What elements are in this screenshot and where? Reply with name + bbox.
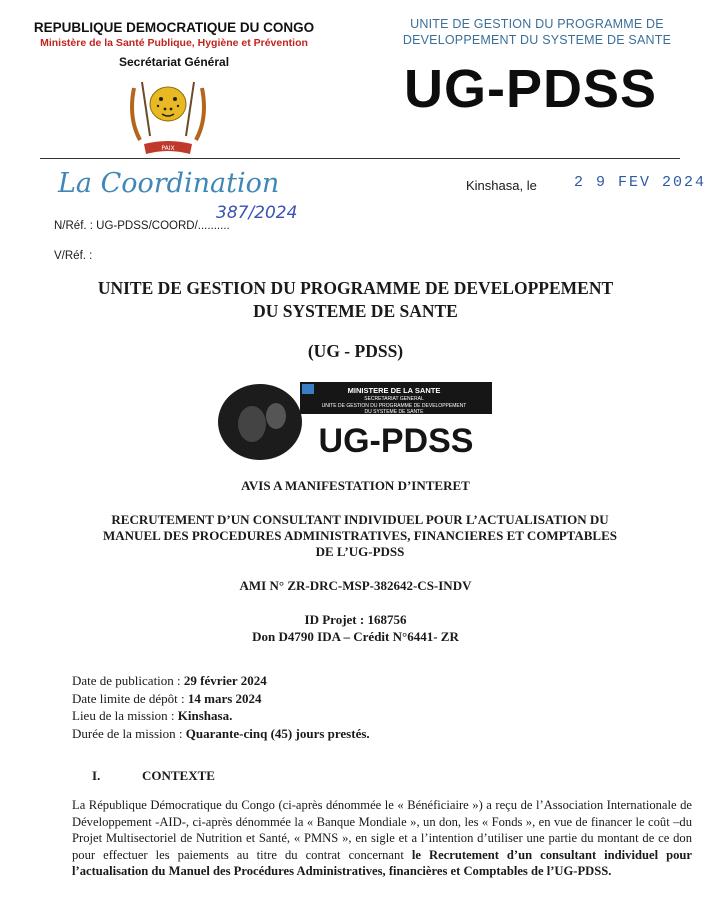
unit-header: [396, 16, 678, 48]
section-title: CONTEXTE: [142, 768, 215, 783]
mission-place-value: Kinshasa.: [177, 708, 233, 723]
deadline-value: 14 mars 2024: [187, 690, 262, 706]
project-info: [0, 611, 711, 645]
context-text: La République Démocratique du Congo (ci-après dénommée le « Bénéficiaire ») a reçu de l’Association Internationale de Développement -AID-, ci-après dénommée la « Banque Mondiale », un don, les « Fonds », en vue de financer le coût –du Projet Multisectoriel de Nutrition et Santé, « PMNS », en sigle et a l’intention d’utiliser une partie du montant de ce don pour effectuer les paiements au titre du contrat concernant: [72, 798, 692, 862]
date-stamp: 2 9 FEV 2024: [574, 174, 707, 191]
mission-duration-row: [72, 725, 370, 743]
header-divider: [40, 158, 680, 159]
deadline-label: Date limite de dépôt :: [72, 690, 188, 706]
coordination-signature: La Coordination: [58, 168, 280, 199]
deadline-row: [72, 690, 370, 708]
context-text-bold: le Recrutement d’un consultant individuel pour l’actualisation du Manuel des Procédures Administratives, financières et Comptables de l’UG-PDSS.: [72, 847, 692, 878]
ug-pdss-logo-icon: [216, 376, 494, 462]
country-name: REPUBLIQUE DEMOCRATIQUE DU CONGO: [33, 20, 315, 35]
mission-duration-value: Quarante-cinq (45) jours prestés.: [185, 725, 370, 741]
organization-abbreviation: (UG - PDSS): [307, 341, 404, 361]
recruitment-title: [60, 512, 660, 560]
secretariat-name: Secrétariat Général: [118, 55, 230, 69]
ministry-name: Ministère de la Santé Publique, Hygiène et Prévention: [40, 37, 308, 49]
unit-line-2: DEVELOPPEMENT DU SYSTEME DE SANTE: [402, 33, 672, 47]
coat-of-arms-icon: [120, 78, 216, 160]
logo-name: UG-PDSS: [318, 422, 474, 460]
logo-unit-2: DU SYSTEME DE SANTE: [364, 409, 424, 415]
seal-motto: PAIX: [161, 145, 175, 152]
mission-info: [72, 672, 370, 742]
project-id: ID Projet : 168756: [304, 612, 407, 627]
section-heading: [92, 768, 215, 784]
ami-number: AMI N° ZR-DRC-MSP-382642-CS-INDV: [239, 578, 472, 593]
context-paragraph: [72, 797, 692, 880]
recruitment-line-1: RECRUTEMENT D’UN CONSULTANT INDIVIDUEL POUR L’ACTUALISATION DU: [111, 512, 609, 527]
org-title-line-1: UNITE DE GESTION DU PROGRAMME DE DEVELOPPEMENT: [97, 278, 614, 298]
organization-title: [0, 277, 711, 323]
publication-date-row: [72, 672, 370, 690]
mission-place-label: Lieu de la mission :: [72, 708, 178, 723]
publication-date-label: Date de publication :: [72, 673, 184, 688]
unit-acronym: UG-PDSS: [404, 59, 658, 119]
mission-duration-label: Durée de la mission :: [72, 725, 186, 741]
section-number: I.: [92, 768, 101, 783]
grant-credit: Don D4790 IDA – Crédit N°6441- ZR: [252, 629, 459, 644]
org-title-line-2: DU SYSTEME DE SANTE: [253, 301, 458, 321]
our-reference: N/Réf. : UG-PDSS/COORD/..........: [54, 220, 230, 232]
handwritten-reference: 387/2024: [216, 203, 298, 223]
notice-title: AVIS A MANIFESTATION D’INTERET: [241, 478, 470, 493]
unit-line-1: UNITE DE GESTION DU PROGRAMME DE: [410, 17, 664, 31]
recruitment-line-3: DE L’UG-PDSS: [315, 544, 405, 559]
your-reference: V/Réf. :: [54, 250, 93, 262]
publication-date-value: 29 février 2024: [183, 673, 267, 688]
ministry-header: [0, 20, 348, 69]
place-label: Kinshasa, le: [466, 178, 537, 193]
logo-unit-1: UNITE DE GESTION DU PROGRAMME DE DEVELOPPEMENT: [321, 403, 467, 409]
recruitment-line-2: MANUEL DES PROCEDURES ADMINISTRATIVES, FINANCIERES ET COMPTABLES: [103, 528, 617, 543]
logo-secretariat: SECRETARIAT GENERAL: [364, 396, 424, 402]
logo-ministry: MINISTERE DE LA SANTE: [347, 386, 441, 395]
mission-place-row: [72, 707, 370, 725]
